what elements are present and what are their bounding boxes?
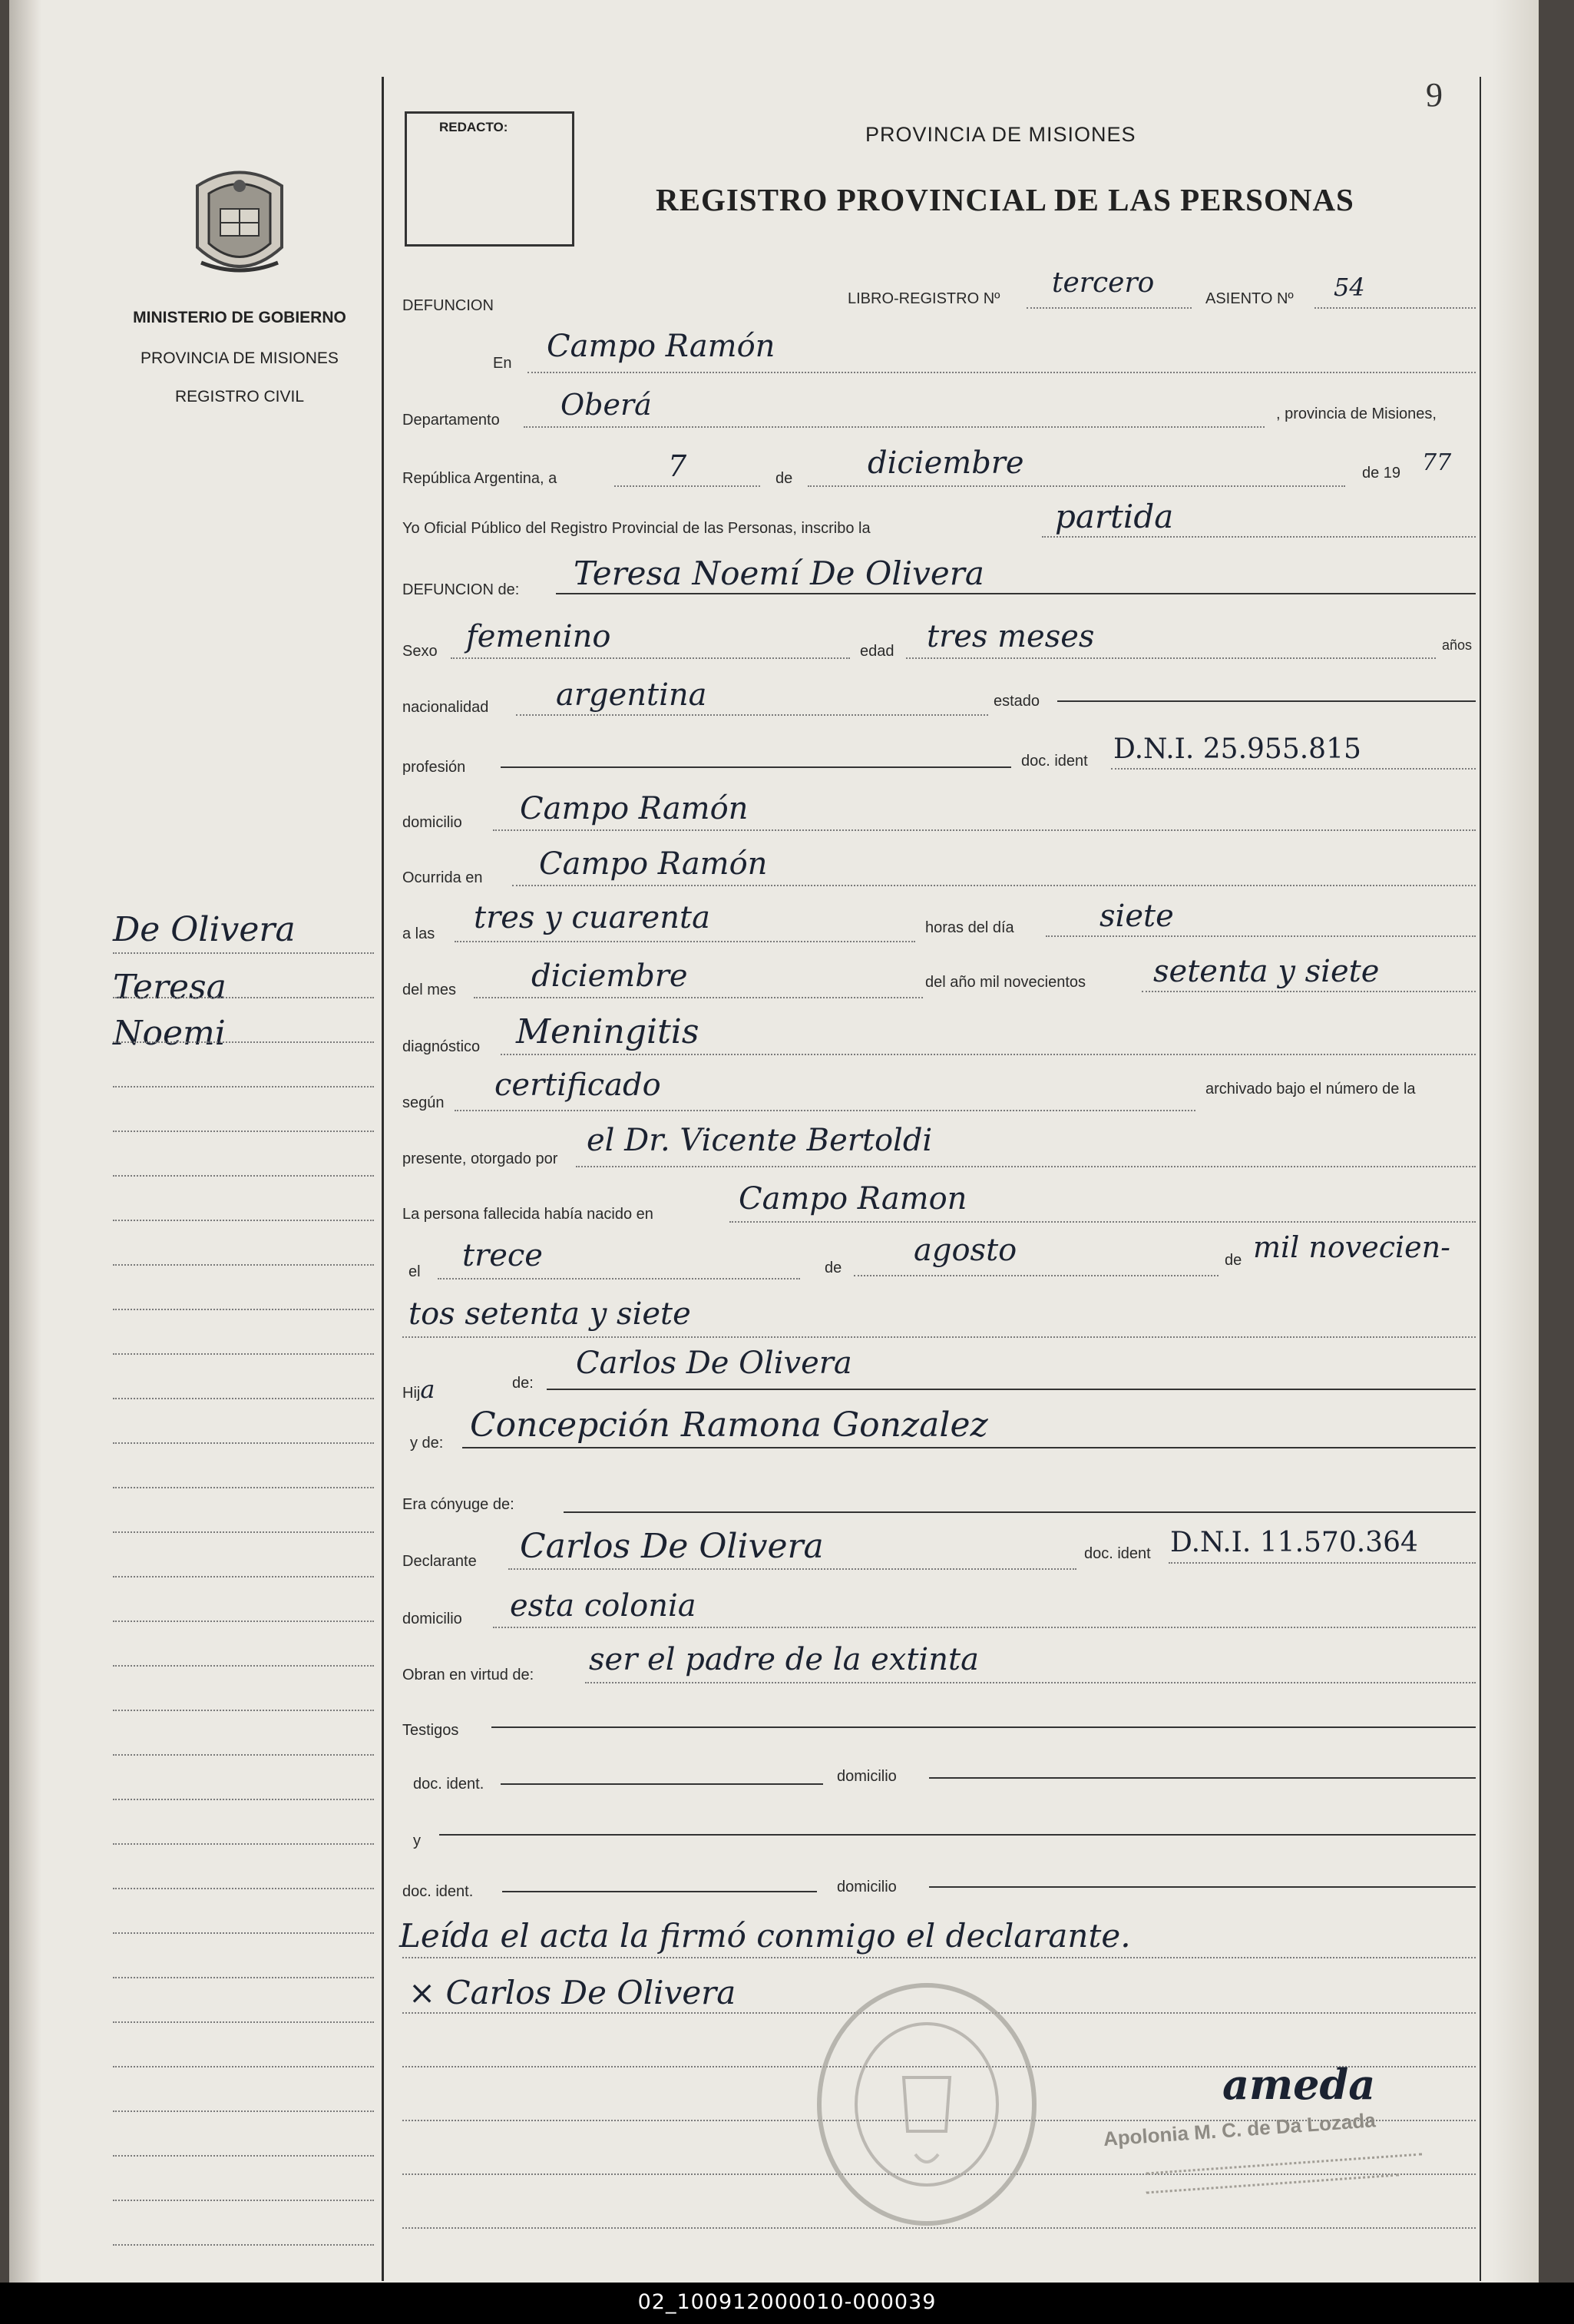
republica-label: República Argentina, a bbox=[402, 470, 557, 487]
anos-label: años bbox=[1442, 637, 1473, 653]
domicilio3-label: domicilio bbox=[837, 1768, 897, 1785]
diagnostico-label: diagnóstico bbox=[402, 1038, 481, 1055]
oficial-value: partida bbox=[1055, 498, 1174, 535]
departamento-value: Oberá bbox=[560, 388, 652, 422]
margin-rule-line bbox=[113, 2066, 374, 2067]
testigos-label: Testigos bbox=[402, 1722, 459, 1739]
page-number: 9 bbox=[1426, 76, 1443, 114]
margin-rule-line bbox=[113, 1843, 374, 1845]
edad-label: edad bbox=[860, 643, 894, 660]
doc-ident3-label: doc. ident. bbox=[402, 1883, 474, 1900]
margin-rule-line bbox=[113, 1309, 374, 1310]
margin-rule-line bbox=[113, 1977, 374, 1978]
declarante-label: Declarante bbox=[402, 1553, 477, 1570]
archivado-label: archivado bajo el número de la bbox=[1205, 1081, 1416, 1097]
margin-rule-line bbox=[113, 2155, 374, 2157]
presente-label: presente, otorgado por bbox=[402, 1150, 558, 1167]
margin-rule-line bbox=[113, 1665, 374, 1667]
y-de-value: Concepción Ramona Gonzalez bbox=[470, 1405, 988, 1445]
margin-rule-line bbox=[113, 1442, 374, 1444]
margin-rule-line bbox=[113, 1799, 374, 1800]
asiento-value: 54 bbox=[1334, 273, 1365, 302]
en-label: En bbox=[493, 355, 512, 372]
hijo-value: Carlos De Olivera bbox=[576, 1346, 852, 1381]
el-value: trece bbox=[462, 1238, 543, 1273]
declarante-value: Carlos De Olivera bbox=[520, 1527, 824, 1566]
margin-rule-line bbox=[113, 997, 374, 998]
y-label: y bbox=[413, 1832, 421, 1849]
del-mes-value: diciembre bbox=[531, 958, 688, 994]
oficial-label: Yo Oficial Público del Registro Provincial de las Personas, inscribo la bbox=[402, 520, 871, 537]
dia-value: 7 bbox=[668, 449, 687, 483]
nacionalidad-label: nacionalidad bbox=[402, 699, 489, 716]
asiento-label: ASIENTO Nº bbox=[1205, 290, 1294, 307]
margin-rule-line bbox=[113, 952, 374, 954]
margin-rule-line bbox=[113, 1710, 374, 1711]
margin-rule-line bbox=[113, 1621, 374, 1622]
nacido-label: La persona fallecida había nacido en bbox=[402, 1206, 653, 1223]
de-mil-label: de bbox=[1225, 1252, 1242, 1269]
nacionalidad-value: argentina bbox=[556, 677, 707, 713]
domicilio2-label: domicilio bbox=[402, 1611, 462, 1627]
declarante-doc-label: doc. ident bbox=[1084, 1545, 1151, 1562]
margin-rule-line bbox=[113, 2021, 374, 2023]
provincia-suffix: , provincia de Misiones, bbox=[1276, 406, 1437, 422]
ministry-label: MINISTERIO DE GOBIERNO bbox=[133, 309, 346, 326]
defuncion-de-value: Teresa Noemí De Olivera bbox=[574, 555, 984, 592]
de-mil-value: mil novecien- bbox=[1253, 1230, 1450, 1264]
defuncion-de-label: DEFUNCION de: bbox=[402, 581, 520, 598]
margin-rule-line bbox=[113, 1531, 374, 1533]
margin-rule-line bbox=[113, 1932, 374, 1934]
margin-rule-line bbox=[113, 2200, 374, 2201]
anio-value: 77 bbox=[1422, 449, 1452, 476]
hijo-label: Hija bbox=[402, 1375, 435, 1404]
el-label: el bbox=[408, 1263, 421, 1280]
province-label: PROVINCIA DE MISIONES bbox=[141, 349, 339, 367]
margin-rule-line bbox=[113, 1086, 374, 1088]
conyuge-label: Era cónyuge de: bbox=[402, 1496, 514, 1513]
official-seal-icon bbox=[812, 1978, 1042, 2231]
domicilio-label: domicilio bbox=[402, 814, 462, 831]
libro-value: tercero bbox=[1052, 267, 1155, 299]
doc-ident-value: D.N.I. 25.955.815 bbox=[1113, 733, 1361, 765]
official-stamp-text: Apolonia M. C. de Da Lozada bbox=[1102, 2108, 1377, 2150]
diagnostico-value: Meningitis bbox=[516, 1012, 699, 1051]
redacto-label: REDACTO: bbox=[439, 120, 508, 134]
official-signature: ameda bbox=[1222, 2060, 1376, 2109]
book-spine bbox=[9, 0, 41, 2283]
margin-note-line-1: De Olivera bbox=[113, 910, 296, 949]
del-mes-label: del mes bbox=[402, 982, 457, 998]
closing-text: Leída el acta la firmó conmigo el declarante. bbox=[399, 1917, 1131, 1955]
presente-value: el Dr. Vicente Bertoldi bbox=[587, 1123, 933, 1158]
del-anio-label: del año mil novecientos bbox=[925, 974, 1086, 991]
margin-rule-line bbox=[113, 2110, 374, 2112]
edad-value: tres meses bbox=[927, 619, 1095, 654]
margin-rule-line bbox=[113, 1131, 374, 1132]
coat-of-arms-icon bbox=[182, 163, 297, 286]
margin-rule-line bbox=[113, 1754, 374, 1756]
margin-rule-line bbox=[113, 1353, 374, 1355]
margin-rule-line bbox=[113, 1041, 374, 1043]
sexo-label: Sexo bbox=[402, 643, 438, 660]
a-las-value: tres y cuarenta bbox=[474, 900, 710, 935]
margin-rule-line bbox=[113, 1398, 374, 1399]
margin-rule-line bbox=[113, 2244, 374, 2246]
de2-label: de bbox=[825, 1260, 842, 1276]
a-las-label: a las bbox=[402, 925, 435, 942]
doc-ident-label: doc. ident bbox=[1021, 753, 1088, 770]
header-title: REGISTRO PROVINCIAL DE LAS PERSONAS bbox=[656, 182, 1354, 217]
del-anio-value: setenta y siete bbox=[1153, 954, 1380, 989]
y-de-label: y de: bbox=[410, 1435, 444, 1452]
declarant-signature: × Carlos De Olivera bbox=[408, 1974, 736, 2011]
ocurrida-value: Campo Ramón bbox=[539, 846, 768, 882]
obran-value: ser el padre de la extinta bbox=[589, 1642, 979, 1677]
margin-rule-line bbox=[113, 1220, 374, 1221]
segun-label: según bbox=[402, 1094, 445, 1111]
nacido-value: Campo Ramon bbox=[739, 1181, 967, 1217]
de-label: de bbox=[775, 470, 793, 487]
segun-value: certificado bbox=[494, 1068, 661, 1103]
margin-rule-line bbox=[113, 1175, 374, 1177]
estado-label: estado bbox=[994, 693, 1040, 710]
doc-ident2-label: doc. ident. bbox=[413, 1776, 484, 1793]
closing-rule-line bbox=[402, 1957, 1476, 1958]
profesion-label: profesión bbox=[402, 759, 466, 776]
en-value: Campo Ramón bbox=[547, 329, 775, 364]
domicilio-value: Campo Ramón bbox=[520, 791, 749, 826]
column-divider bbox=[382, 77, 384, 2281]
de2-value: agosto bbox=[914, 1233, 1017, 1268]
margin-rule-line bbox=[113, 1487, 374, 1488]
defuncion-label: DEFUNCION bbox=[402, 297, 494, 314]
horas-value: siete bbox=[1099, 899, 1174, 934]
margin-note-line-2: Teresa bbox=[113, 968, 227, 1007]
margin-rule-line bbox=[113, 1576, 374, 1577]
page-edge bbox=[1493, 0, 1539, 2283]
margin-note-line-3: Noemi bbox=[113, 1014, 226, 1053]
de-anio-label: de 19 bbox=[1362, 465, 1401, 482]
obran-label: Obran en virtud de: bbox=[402, 1667, 534, 1683]
margin-rule-line bbox=[113, 1888, 374, 1889]
image-id-caption: 02_100912000010-000039 bbox=[637, 2290, 937, 2314]
declarante-doc-value: D.N.I. 11.570.364 bbox=[1170, 1527, 1418, 1558]
ocurrida-label: Ocurrida en bbox=[402, 869, 483, 886]
hijo-de-label: de: bbox=[512, 1375, 534, 1392]
margin-rule-line bbox=[113, 1264, 374, 1266]
sexo-value: femenino bbox=[466, 619, 611, 654]
right-border bbox=[1480, 77, 1481, 2281]
libro-label: LIBRO-REGISTRO Nº bbox=[848, 290, 1000, 307]
horas-label: horas del día bbox=[925, 919, 1014, 936]
continuation-value: tos setenta y siete bbox=[408, 1296, 691, 1332]
mes-value: diciembre bbox=[868, 445, 1024, 481]
domicilio4-label: domicilio bbox=[837, 1879, 897, 1895]
departamento-label: Departamento bbox=[402, 412, 500, 429]
domicilio2-value: esta colonia bbox=[510, 1588, 696, 1624]
header-province: PROVINCIA DE MISIONES bbox=[865, 123, 1136, 146]
registry-label: REGISTRO CIVIL bbox=[174, 388, 305, 406]
document-page bbox=[9, 0, 1539, 2283]
